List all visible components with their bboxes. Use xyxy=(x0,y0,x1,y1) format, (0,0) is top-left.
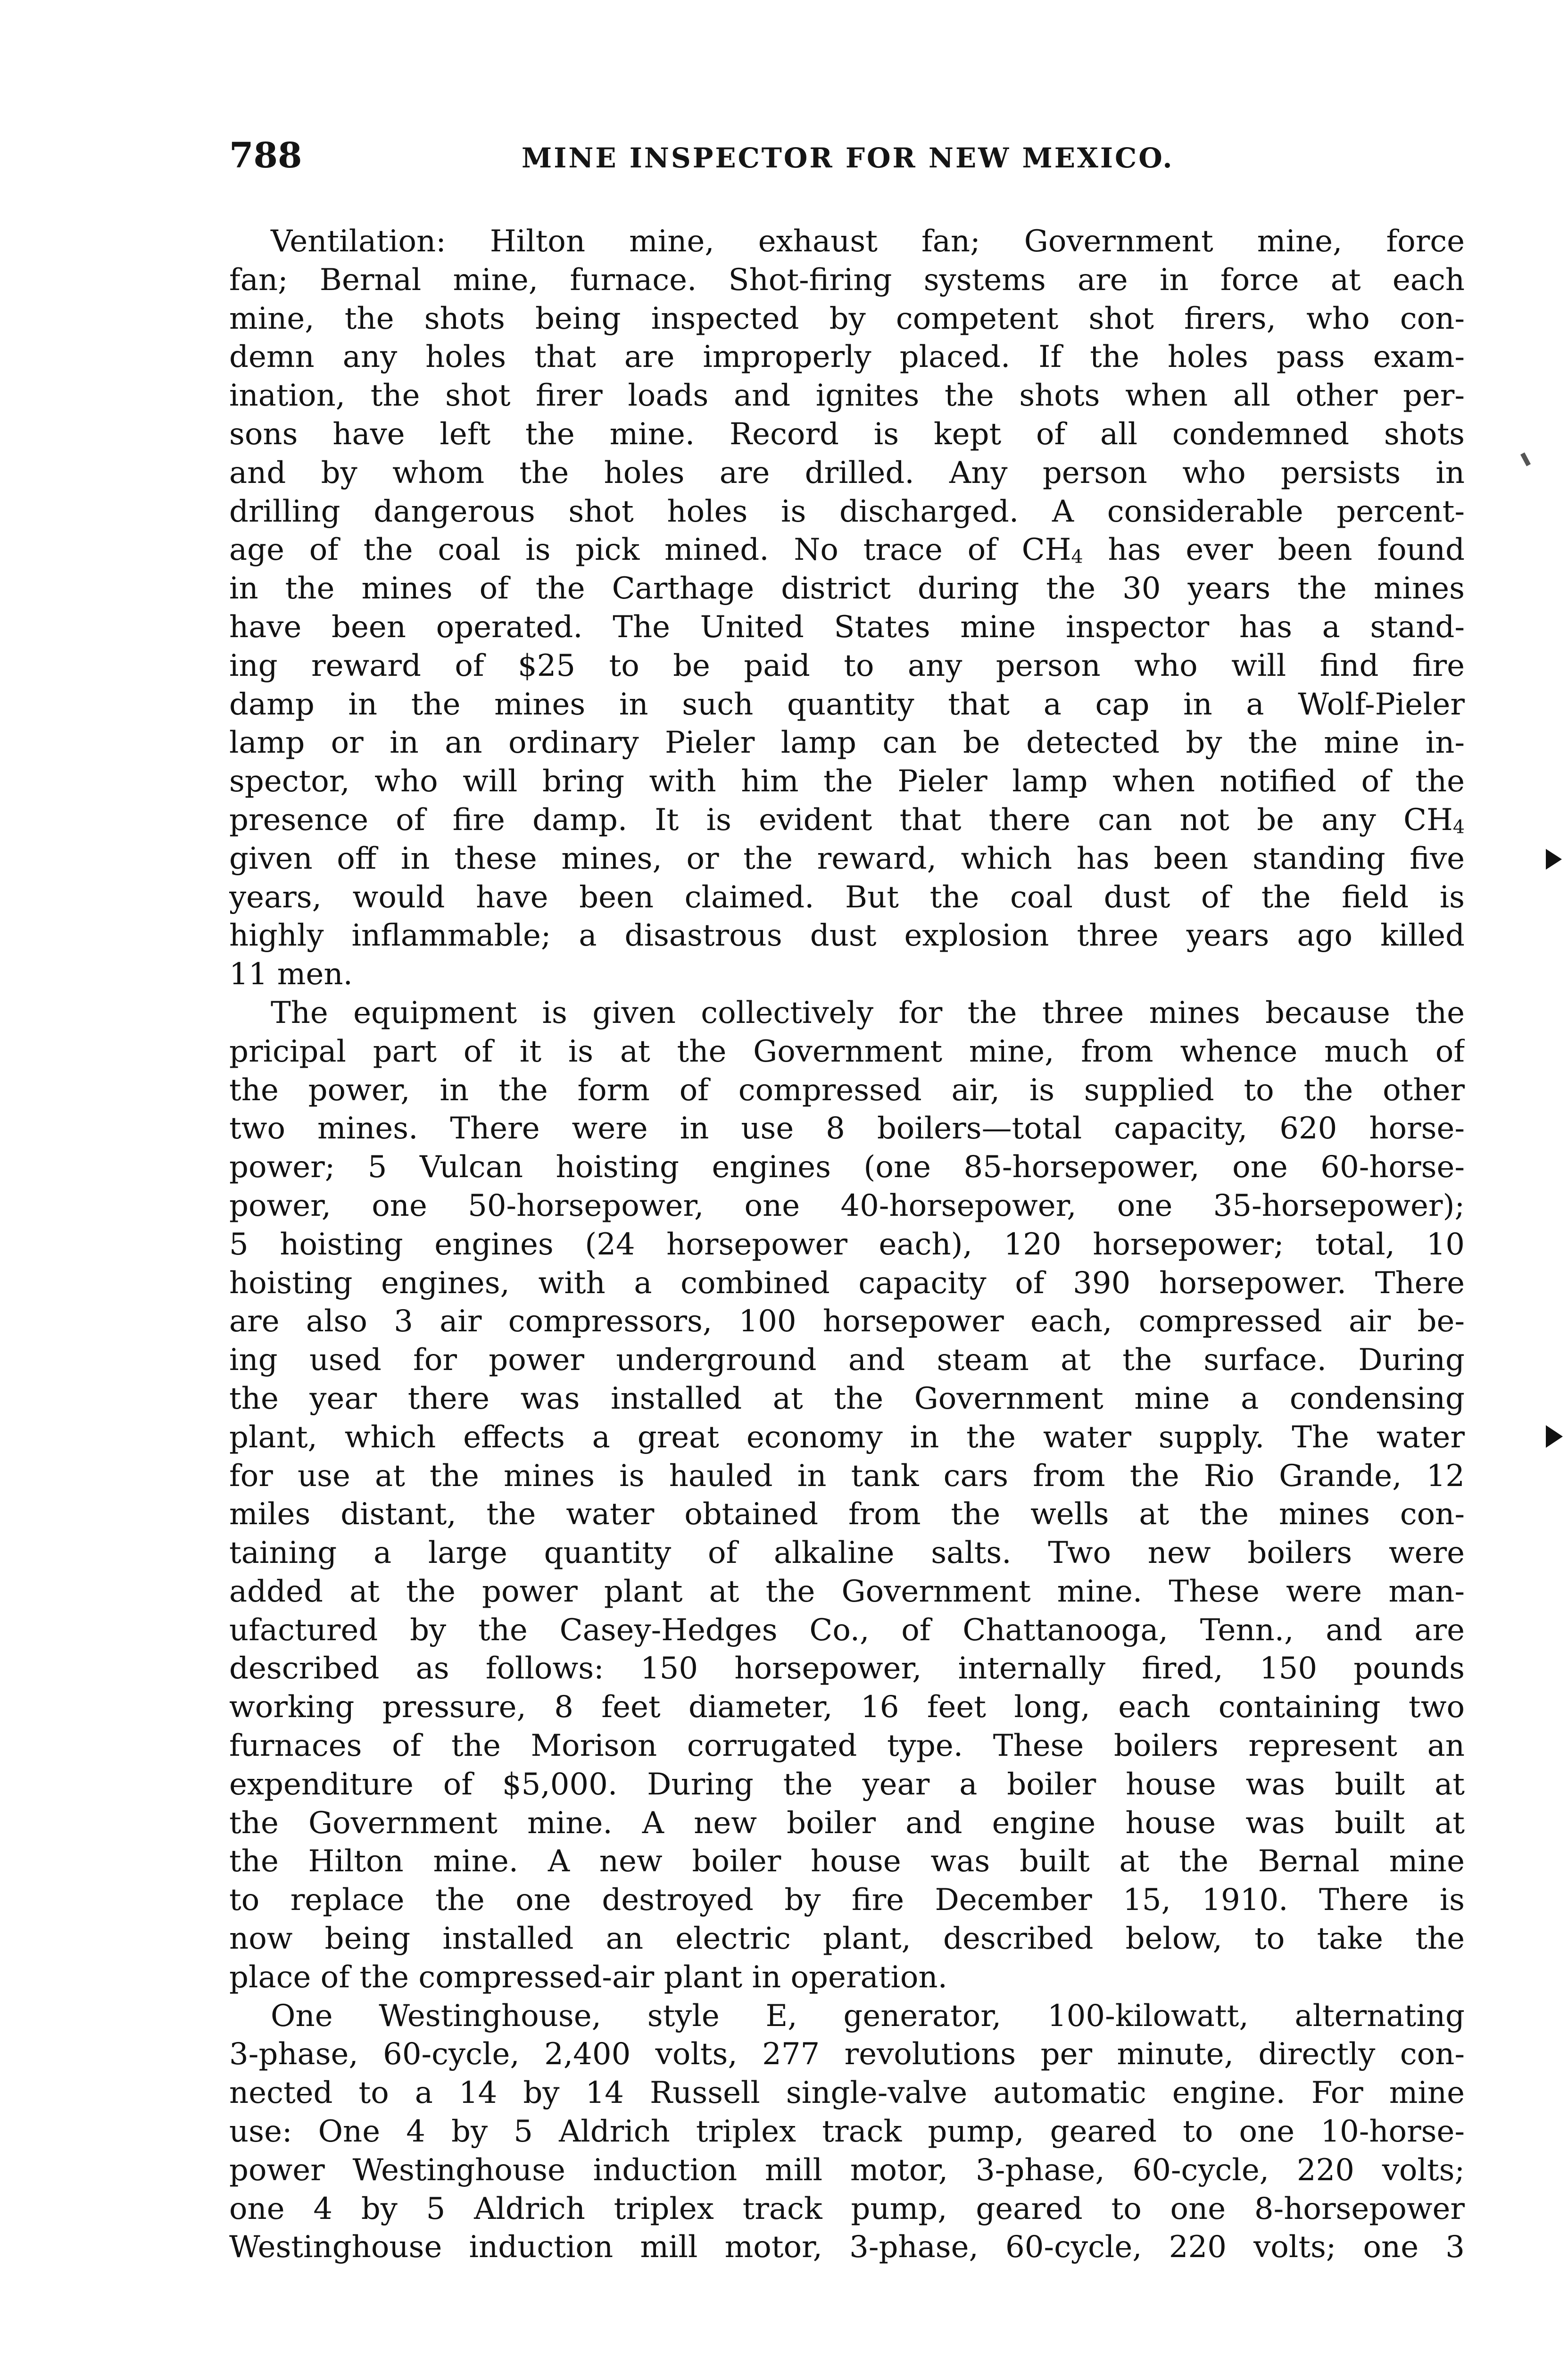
text-line xyxy=(229,1881,1465,1920)
text-line xyxy=(229,1341,1465,1380)
text-line xyxy=(229,1611,1465,1650)
text-line xyxy=(229,2151,1465,2190)
text-line-part: power; 5 Vulcan hoisting engines (one 85-horsepower, one 60-horse- xyxy=(229,1150,1465,1185)
text-line-part: sons have left the mine. Record is kept of all condemned shots xyxy=(229,416,1465,452)
text-line-part: expenditure of $5,000. During the year a boiler house was built at xyxy=(229,1767,1465,1802)
text-line xyxy=(229,1997,1465,2036)
text-line xyxy=(229,686,1465,724)
text-line xyxy=(229,1650,1465,1688)
text-line xyxy=(229,261,1465,300)
text-line-part: lamp or in an ordinary Pieler lamp can be detected by the mine in- xyxy=(229,725,1465,761)
text-line-part: added at the power plant at the Government mine. These were man- xyxy=(229,1574,1465,1609)
text-line xyxy=(229,377,1465,415)
text-line xyxy=(229,840,1465,879)
text-line-part: the Government mine. A new boiler and engine house was built at xyxy=(229,1805,1465,1841)
text-line xyxy=(229,647,1465,686)
page-number: 788 xyxy=(229,135,302,176)
text-line-part: power, one 50-horsepower, one 40-horsepower, one 35-horsepower); xyxy=(229,1188,1465,1223)
text-line xyxy=(229,1843,1465,1881)
text-line-part: One Westinghouse, style E, generator, 100-kilowatt, alternating xyxy=(271,1998,1465,2034)
text-line-part: drilling dangerous shot holes is discharged. A considerable percent- xyxy=(229,494,1465,529)
text-line xyxy=(229,2113,1465,2151)
text-line-part: age of the coal is pick mined. No trace of CH xyxy=(229,532,1071,568)
text-line xyxy=(229,2228,1465,2267)
text-line-part: highly inflammable; a disastrous dust explosion three years ago killed xyxy=(229,918,1465,954)
text-line xyxy=(229,570,1465,608)
text-line-part: to replace the one destroyed by fire December 15, 1910. There is xyxy=(229,1883,1465,1918)
text-line-part: taining a large quantity of alkaline salts. Two new boilers were xyxy=(229,1536,1465,1571)
text-line-part: years, would have been claimed. But the coal dust of the field is xyxy=(229,880,1465,915)
text-line xyxy=(229,2074,1465,2113)
text-line-part: described as follows: 150 horsepower, internally fired, 150 pounds xyxy=(229,1651,1465,1686)
subscript-number: 4 xyxy=(1071,546,1083,568)
text-line-part: the year there was installed at the Government mine a condensing xyxy=(229,1381,1465,1416)
text-line-part: The equipment is given collectively for the three mines because the xyxy=(271,995,1465,1030)
text-line-part: ing used for power underground and steam at the surface. During xyxy=(229,1343,1465,1378)
text-line-part: nected to a 14 by 14 Russell single-valve automatic engine. For mine xyxy=(229,2076,1465,2111)
text-line xyxy=(229,1303,1465,1341)
text-line xyxy=(229,1264,1465,1303)
text-line xyxy=(229,2035,1465,2074)
text-line xyxy=(229,1419,1465,1457)
text-line-part: fan; Bernal mine, furnace. Shot-firing systems are in force at each xyxy=(229,262,1465,298)
margin-tick-mark xyxy=(1520,452,1531,466)
text-line xyxy=(229,1959,1465,1997)
text-line-part: two mines. There were in use 8 boilers—total capacity, 620 horse- xyxy=(229,1111,1465,1146)
text-line-part: 5 hoisting engines (24 horsepower each), 120 horsepower; total, 10 xyxy=(229,1227,1465,1262)
text-line-part: in the mines of the Carthage district during the 30 years the mines xyxy=(229,571,1465,606)
text-line xyxy=(229,1727,1465,1766)
text-line-part: spector, who will bring with him the Pieler lamp when notified of the xyxy=(229,764,1465,799)
text-line-part: power Westinghouse induction mill motor, 3-phase, 60-cycle, 220 volts; xyxy=(229,2152,1465,2188)
text-line xyxy=(229,608,1465,647)
text-line-part: use: One 4 by 5 Aldrich triplex track pump, geared to one 10-horse- xyxy=(229,2114,1465,2150)
text-line xyxy=(229,223,1465,261)
text-line-part: now being installed an electric plant, described below, to take the xyxy=(229,1921,1465,1957)
text-line xyxy=(229,1457,1465,1496)
text-line xyxy=(229,1920,1465,1959)
text-line xyxy=(229,454,1465,493)
text-line-part: mine, the shots being inspected by competent shot firers, who con- xyxy=(229,301,1465,336)
text-line-part: ing reward of $25 to be paid to any person who will find fire xyxy=(229,648,1465,683)
text-line xyxy=(229,1187,1465,1226)
margin-arrow-mark-upper xyxy=(1546,849,1562,870)
text-line xyxy=(229,879,1465,917)
text-line-part: presence of fire damp. It is evident that there can not be any CH xyxy=(229,802,1453,838)
text-line xyxy=(229,415,1465,454)
text-line xyxy=(229,1688,1465,1727)
text-line xyxy=(229,994,1465,1033)
text-line-part: Westinghouse induction mill motor, 3-phase, 60-cycle, 220 volts; one 3 xyxy=(229,2230,1465,2265)
page-header xyxy=(229,137,1465,189)
text-line-part: the power, in the form of compressed air, is supplied to the other xyxy=(229,1072,1465,1108)
text-line-part: damp in the mines in such quantity that a cap in a Wolf-Pieler xyxy=(229,687,1465,722)
text-line-part: pricipal part of it is at the Government mine, from whence much of xyxy=(229,1034,1465,1069)
text-line-part: ination, the shot firer loads and ignites the shots when all other per- xyxy=(229,378,1465,414)
text-line xyxy=(229,1534,1465,1573)
text-line-part: working pressure, 8 feet diameter, 16 feet long, each containing two xyxy=(229,1690,1465,1725)
text-line xyxy=(229,917,1465,955)
text-line xyxy=(229,1148,1465,1187)
text-line-continuation: has ever been found xyxy=(1083,532,1465,568)
text-line xyxy=(229,1766,1465,1804)
text-line-part: one 4 by 5 Aldrich triplex track pump, geared to one 8-horsepower xyxy=(229,2191,1465,2226)
text-line xyxy=(229,2190,1465,2229)
text-line xyxy=(229,1804,1465,1843)
text-line xyxy=(229,801,1465,840)
text-line-part: ufactured by the Casey-Hedges Co., of Chattanooga, Tenn., and are xyxy=(229,1612,1465,1648)
body-text xyxy=(229,223,1465,2267)
text-line-part: 3-phase, 60-cycle, 2,400 volts, 277 revolutions per minute, directly con- xyxy=(229,2037,1465,2072)
text-line-part: and by whom the holes are drilled. Any person who persists in xyxy=(229,455,1465,490)
text-line-part: are also 3 air compressors, 100 horsepower each, compressed air be- xyxy=(229,1304,1465,1339)
text-line-part: demn any holes that are improperly placed. If the holes pass exam- xyxy=(229,340,1465,375)
text-line xyxy=(229,1033,1465,1071)
text-line-part: have been operated. The United States mine inspector has a stand- xyxy=(229,609,1465,645)
text-line xyxy=(229,763,1465,801)
text-line xyxy=(229,1110,1465,1148)
text-line-part: place of the compressed-air plant in operation. xyxy=(229,1959,947,1995)
text-line-part: the Hilton mine. A new boiler house was built at the Bernal mine xyxy=(229,1844,1465,1879)
text-line xyxy=(229,338,1465,377)
text-line xyxy=(229,493,1465,531)
text-line-part: Ventilation: Hilton mine, exhaust fan; Government mine, force xyxy=(271,224,1465,259)
text-line xyxy=(229,1226,1465,1264)
text-line xyxy=(229,724,1465,763)
text-line-part: plant, which effects a great economy in the water supply. The water xyxy=(229,1420,1465,1455)
text-line xyxy=(229,955,1465,994)
text-line xyxy=(229,531,1465,570)
running-title: MINE INSPECTOR FOR NEW MEXICO. xyxy=(522,142,1174,174)
text-line xyxy=(229,1071,1465,1110)
subscript-number: 4 xyxy=(1452,816,1465,839)
text-line-part: furnaces of the Morison corrugated type. These boilers represent an xyxy=(229,1728,1465,1764)
text-line xyxy=(229,1495,1465,1534)
text-line-part: hoisting engines, with a combined capacity of 390 horsepower. There xyxy=(229,1265,1465,1301)
text-line-part: miles distant, the water obtained from the wells at the mines con- xyxy=(229,1497,1465,1532)
text-line xyxy=(229,1573,1465,1611)
text-line-part: 11 men. xyxy=(229,957,353,992)
margin-arrow-mark-lower xyxy=(1546,1425,1563,1448)
text-line xyxy=(229,1380,1465,1419)
text-line-part: given off in these mines, or the reward, which has been standing five xyxy=(229,841,1465,876)
text-line-part: for use at the mines is hauled in tank cars from the Rio Grande, 12 xyxy=(229,1458,1465,1494)
text-line xyxy=(229,300,1465,339)
